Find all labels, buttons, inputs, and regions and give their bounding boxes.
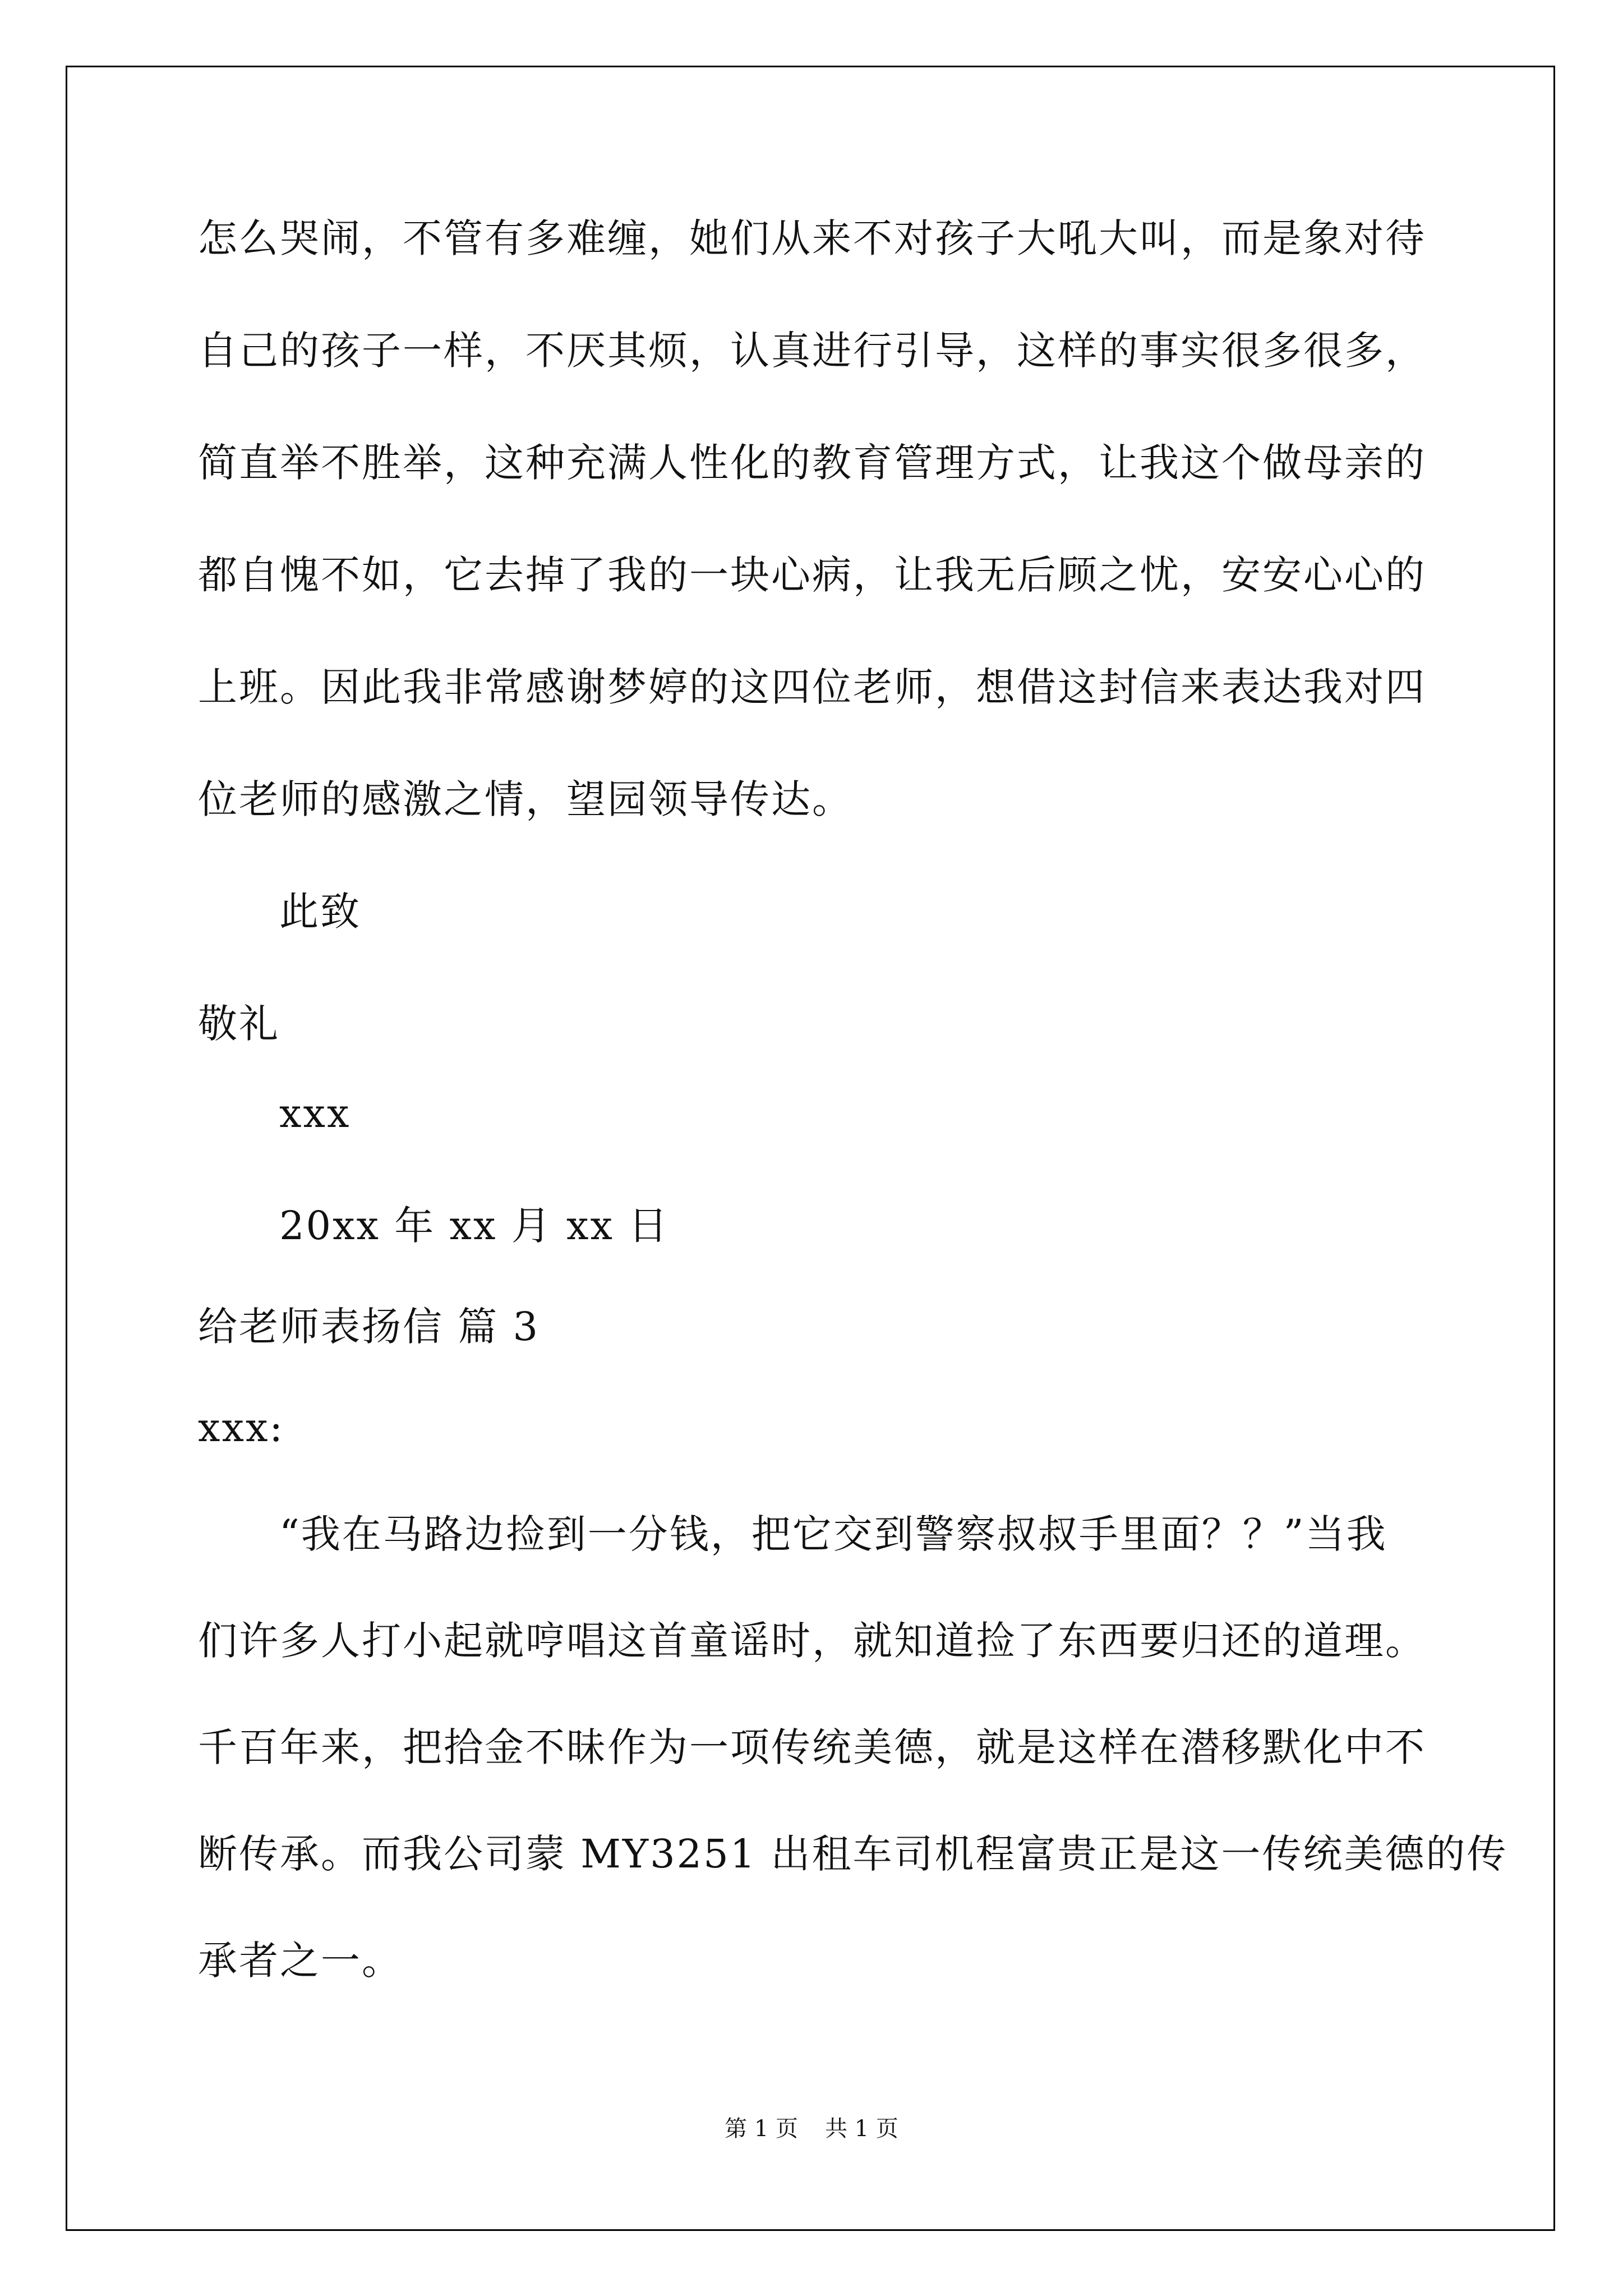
paragraph-line: 都自愧不如，它去掉了我的一块心病，让我无后顾之忧，安安心心的 bbox=[198, 552, 1426, 598]
paragraph-line: 位老师的感激之情，望园领导传达。 bbox=[198, 776, 853, 822]
page-border bbox=[66, 66, 1555, 2231]
paragraph-line: 千百年来，把拾金不昧作为一项传统美德，就是这样在潜移默化中不 bbox=[198, 1724, 1426, 1770]
section-heading: 给老师表扬信 篇 3 bbox=[198, 1304, 540, 1350]
paragraph-line: 断传承。而我公司蒙 MY3251 出租车司机程富贵正是这一传统美德的传 bbox=[198, 1831, 1508, 1877]
paragraph-line: 自己的孩子一样，不厌其烦，认真进行引导，这样的事实很多很多， bbox=[198, 328, 1426, 374]
letter-recipient: xxx: bbox=[198, 1405, 285, 1451]
closing-salutation: 此致 bbox=[279, 889, 361, 935]
page-footer bbox=[0, 2115, 1623, 2143]
signature-name: xxx bbox=[279, 1091, 351, 1137]
paragraph-line: “我在马路边捡到一分钱，把它交到警察叔叔手里面？？”当我 bbox=[279, 1511, 1387, 1557]
paragraph-line: 上班。因此我非常感谢梦婷的这四位老师，想借这封信来表达我对四 bbox=[198, 664, 1426, 710]
page-total: 共 1 页 bbox=[825, 2116, 898, 2142]
signature-date: 20xx 年 xx 月 xx 日 bbox=[279, 1203, 670, 1249]
paragraph-line: 们许多人打小起就哼唱这首童谣时，就知道捡了东西要归还的道理。 bbox=[198, 1618, 1426, 1664]
paragraph-line: 承者之一。 bbox=[198, 1938, 403, 1984]
paragraph-line: 怎么哭闹，不管有多难缠，她们从来不对孩子大吼大叫，而是象对待 bbox=[198, 215, 1426, 261]
paragraph-line: 简直举不胜举，这种充满人性化的教育管理方式，让我这个做母亲的 bbox=[198, 440, 1426, 486]
closing-regards: 敬礼 bbox=[198, 1001, 280, 1047]
page-number: 第 1 页 bbox=[725, 2116, 798, 2142]
